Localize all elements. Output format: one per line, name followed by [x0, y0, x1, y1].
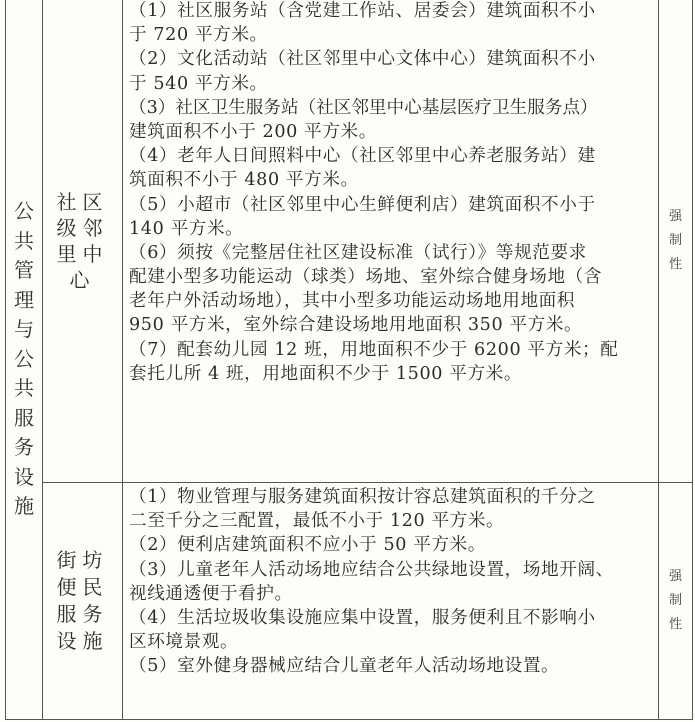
text-line: （6）须按《完整居住社区建设标准（试行）》等规范要求	[129, 242, 587, 263]
text-line: 区环境景观。	[129, 632, 239, 653]
text-line: 建筑面积不小于 200 平方米。	[129, 121, 377, 142]
text-line: 于 540 平方米。	[129, 73, 268, 94]
requirement-type-cell	[659, 483, 692, 719]
category-char: 理	[14, 287, 34, 312]
requirement-char: 性	[668, 257, 682, 272]
table-border-right	[692, 0, 693, 719]
text-line: 配建小型多功能运动（球类）场地、室外综合健身场地（含	[129, 267, 603, 288]
subcategory-label: 社区级邻里中心	[56, 190, 109, 292]
text-line: （1）物业管理与服务建筑面积按计容总建筑面积的千分之	[129, 487, 596, 507]
category-char: 公	[14, 346, 34, 371]
text-line: 140 平方米。	[129, 218, 244, 239]
text-line: （2）便利店建筑面积不应小于 50 平方米。	[129, 535, 487, 556]
subcategory-cell-neighborhood-center	[43, 0, 122, 482]
requirement-char: 强	[668, 569, 682, 584]
requirement-type-label	[669, 565, 682, 637]
text-line: 于 720 平方米。	[129, 25, 268, 46]
text-line: 套托儿所 4 班，用地面积不少于 1500 平方米。	[129, 363, 523, 384]
row-divider	[42, 482, 693, 483]
requirement-char: 制	[668, 593, 682, 608]
text-line: （4）老年人日间照料中心（社区邻里中心养老服务站）建	[129, 146, 596, 167]
category-label	[14, 197, 34, 522]
text-line: （4）生活垃圾收集设施应集中设置，服务便利且不影响小	[129, 607, 596, 628]
text-line: （5）小超市（社区邻里中心生鲜便利店）建筑面积不小于	[129, 194, 596, 215]
text-line: （7）配套幼儿园 12 班，用地面积不少于 6200 平方米；配	[129, 339, 619, 360]
category-char: 务	[14, 435, 34, 460]
text-line: 筑面积不小于 480 平方米。	[129, 170, 359, 191]
category-char: 与	[14, 317, 34, 342]
text-line: （2）文化活动站（社区邻里中心文体中心）建筑面积不小	[129, 49, 596, 70]
text-line: 950 平方米，室外综合建设场地用地面积 350 平方米。	[129, 315, 583, 336]
text-line: 二至千分之三配置，最低不小于 120 平方米。	[129, 511, 505, 532]
text-line: （5）室外健身器械应结合儿童老年人活动场地设置。	[129, 656, 560, 677]
table-border-bottom	[5, 719, 693, 720]
requirement-type-label	[669, 205, 682, 277]
category-char: 共	[14, 228, 34, 253]
requirement-char: 制	[668, 233, 682, 248]
category-char: 公	[14, 199, 34, 224]
category-char: 服	[14, 405, 34, 430]
requirements-cell-block-services	[123, 485, 658, 719]
requirement-char: 性	[668, 617, 682, 632]
subcategory-label: 街坊便民服务设施	[56, 548, 109, 653]
requirement-char: 强	[668, 209, 682, 224]
text-line: 视线通透便于看护。	[129, 583, 293, 604]
requirement-type-cell	[659, 0, 692, 482]
category-char: 共	[14, 376, 34, 401]
subcategory-cell-block-services	[43, 483, 122, 719]
category-char: 施	[14, 494, 34, 519]
text-line: （3）社区卫生服务站（社区邻里中心基层医疗卫生服务点）	[129, 97, 598, 118]
text-line: 老年户外活动场地），其中小型多功能运动场地用地面积	[129, 291, 576, 312]
category-char: 设	[14, 464, 34, 489]
category-char: 管	[14, 258, 34, 283]
text-line: （1）社区服务站（含党建工作站、居委会）建筑面积不小	[129, 1, 596, 21]
requirements-cell-neighborhood-center	[123, 0, 658, 482]
text-line: （3）儿童老年人活动场地应结合公共绿地设置，场地开阔、	[129, 559, 614, 580]
category-cell	[6, 0, 42, 719]
